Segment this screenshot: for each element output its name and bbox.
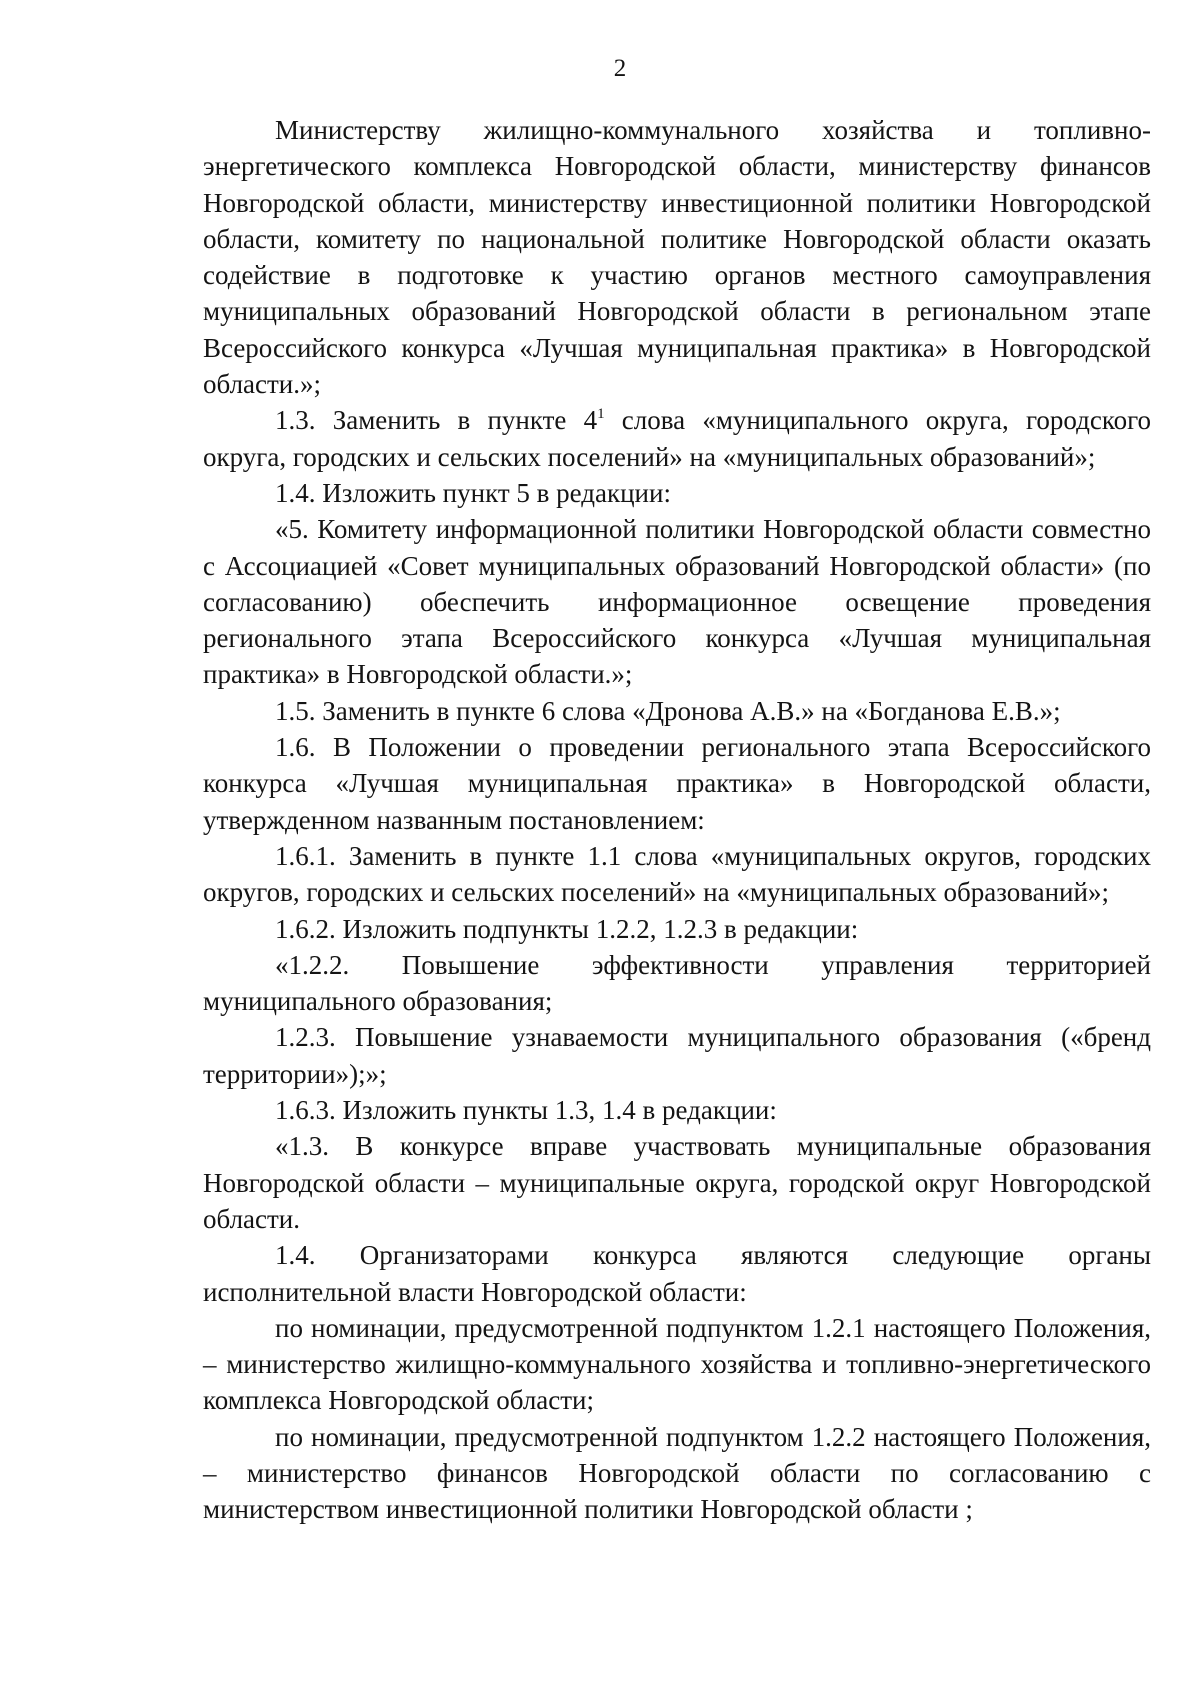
- paragraph-item-1-2-3: 1.2.3. Повышение узнаваемости муниципального образования («бренд территории»);»;: [203, 1022, 1151, 1089]
- paragraph-1-3-text-before: 1.3. Заменить в пункте 4: [275, 405, 598, 436]
- paragraph-item-1-2-2: «1.2.2. Повышение эффективности управления территорией муниципального образования;: [203, 949, 1151, 1017]
- paragraph-1-3: [203, 402, 1151, 475]
- paragraph-item-1-3: «1.3. В конкурсе вправе участвовать муниципальные образования Новгородской области – муниципальные округа, городской округ Новгородской области.: [203, 1131, 1151, 1234]
- page-number: 2: [613, 55, 627, 82]
- paragraph-item-5: «5. Комитету информационной политики Новгородской области совместно с Ассоциацией «Совет муниципальных образований Новгородской области» (по согласованию) обеспечить информационное освещение проведения регионального этапа Всероссийского конкурса «Лучшая муниципальная практика» в Новгородской области.»;: [203, 514, 1151, 690]
- superscript-mark: 1: [597, 406, 605, 423]
- paragraph-1-4: 1.4. Изложить пункт 5 в редакции:: [275, 477, 671, 508]
- paragraph-1-6-2: 1.6.2. Изложить подпункты 1.2.2, 1.2.3 в редакции:: [275, 913, 859, 944]
- paragraph-1-3-text-after: слова «муниципального округа, городского округа, городских и сельских поселений» на «муниципальных образований»;: [203, 405, 1151, 472]
- paragraph-1-5: 1.5. Заменить в пункте 6 слова «Дронова А.В.» на «Богданова Е.В.»;: [275, 695, 1061, 726]
- paragraph-1-6: 1.6. В Положении о проведении регионального этапа Всероссийского конкурса «Лучшая муниципальная практика» в Новгородской области, утвержденном названным постановлением:: [203, 732, 1151, 835]
- document-body: [203, 112, 1151, 1528]
- paragraph-nomination-1-2-1: по номинации, предусмотренной подпунктом 1.2.1 настоящего Положения, – министерство жилищно-коммунального хозяйства и топливно-энергетического комплекса Новгородской области;: [203, 1312, 1151, 1416]
- paragraph-1-6-3: 1.6.3. Изложить пункты 1.3, 1.4 в редакции:: [275, 1095, 777, 1126]
- paragraph-ministries-assistance: Министерству жилищно-коммунального хозяйства и топливно-энергетического комплекса Новгородской области, министерству финансов Новгородской области, министерству инвестиционной политики Новгородской области, комитету по национальной политике Новгородской области оказать содействие в подготовке к участию органов местного самоуправления муниципальных образований Новгородской области в региональном этапе Всероссийского конкурса «Лучшая муниципальная практика» в Новгородской области.»;: [203, 115, 1151, 400]
- paragraph-1-6-1: 1.6.1. Заменить в пункте 1.1 слова «муниципальных округов, городских округов, городских и сельских поселений» на «муниципальных образований»;: [203, 840, 1151, 908]
- paragraph-nomination-1-2-2: по номинации, предусмотренной подпунктом 1.2.2 настоящего Положения, – министерство финансов Новгородской области по согласованию с министерством инвестиционной политики Новгородской области ;: [203, 1421, 1151, 1525]
- paragraph-item-1-4: 1.4. Организаторами конкурса являются следующие органы исполнительной власти Новгородской области:: [203, 1240, 1151, 1307]
